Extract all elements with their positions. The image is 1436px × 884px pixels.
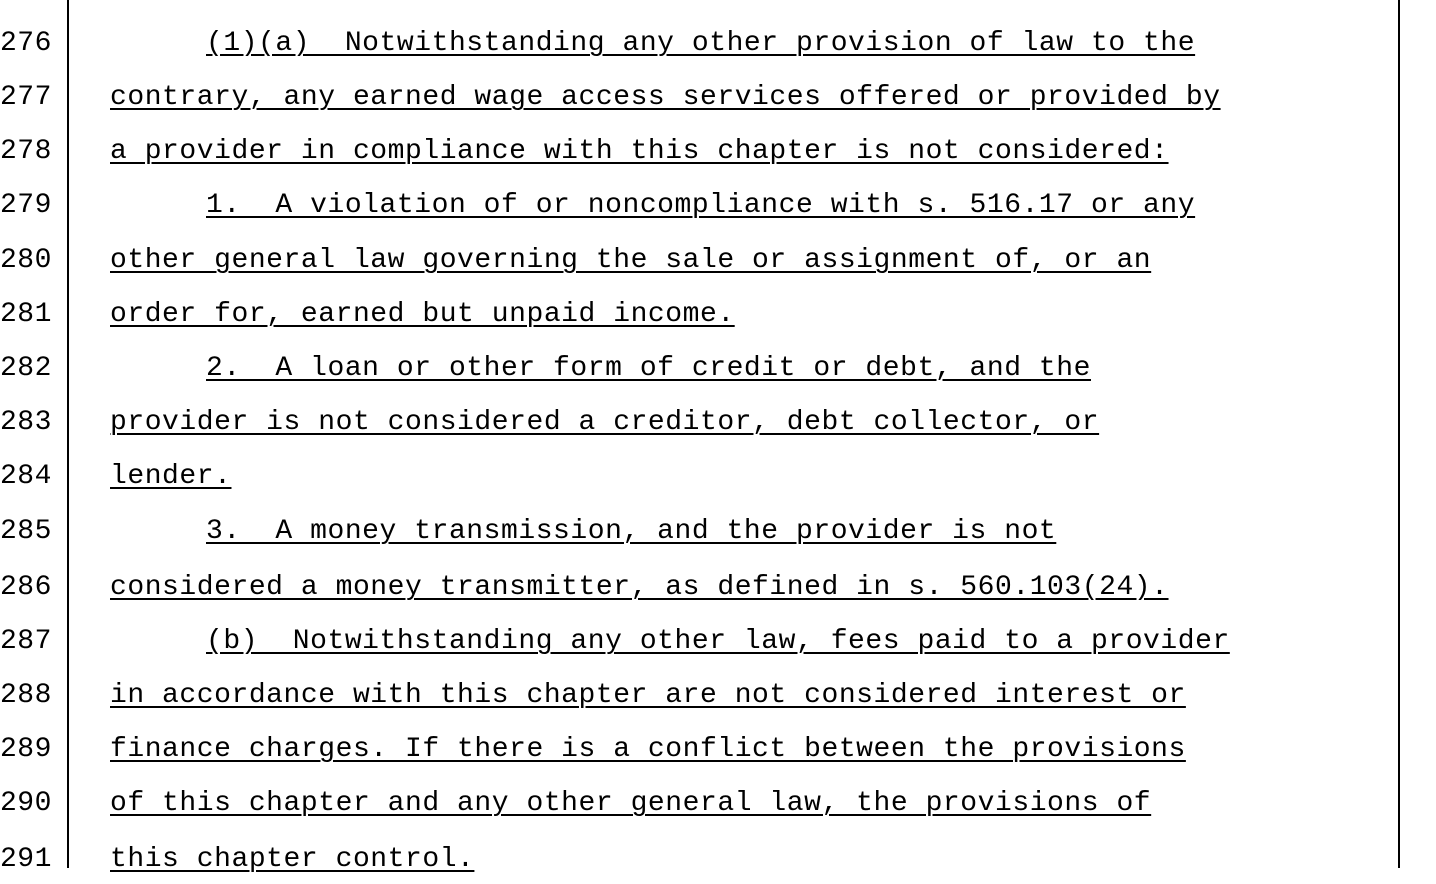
line-number: 287 xyxy=(0,626,52,657)
line-number: 285 xyxy=(0,516,52,547)
line-number: 276 xyxy=(0,28,52,59)
line-text: 2. A loan or other form of credit or debt, and the xyxy=(206,353,1091,384)
line-number: 279 xyxy=(0,190,52,221)
bill-line xyxy=(0,502,1436,556)
line-number: 277 xyxy=(0,82,52,113)
line-text: finance charges. If there is a conflict between the provisions xyxy=(110,734,1186,765)
bill-line xyxy=(0,447,1436,501)
line-text: lender. xyxy=(110,461,232,492)
line-text: order for, earned but unpaid income. xyxy=(110,299,735,330)
line-text: a provider in compliance with this chapter is not considered: xyxy=(110,136,1169,167)
bill-line xyxy=(0,720,1436,774)
line-text: of this chapter and any other general law, the provisions of xyxy=(110,788,1152,819)
bill-line xyxy=(0,339,1436,393)
bill-line xyxy=(0,830,1436,884)
line-number: 290 xyxy=(0,788,52,819)
line-text: 3. A money transmission, and the provider is not xyxy=(206,516,1057,547)
bill-line xyxy=(0,285,1436,339)
line-text: considered a money transmitter, as defined in s. 560.103(24). xyxy=(110,572,1169,603)
line-number: 281 xyxy=(0,299,52,330)
bill-line xyxy=(0,176,1436,230)
line-number: 283 xyxy=(0,407,52,438)
bill-line xyxy=(0,122,1436,176)
bill-line xyxy=(0,14,1436,68)
line-text: (b) Notwithstanding any other law, fees paid to a provider xyxy=(206,626,1230,657)
line-number: 282 xyxy=(0,353,52,384)
line-number: 286 xyxy=(0,572,52,603)
line-text: 1. A violation of or noncompliance with s. 516.17 or any xyxy=(206,190,1196,221)
line-text: contrary, any earned wage access services offered or provided by xyxy=(110,82,1221,113)
bill-line xyxy=(0,68,1436,122)
bill-line xyxy=(0,774,1436,828)
line-number: 278 xyxy=(0,136,52,167)
bill-line xyxy=(0,231,1436,285)
line-text: (1)(a) Notwithstanding any other provision of law to the xyxy=(206,28,1196,59)
line-text: other general law governing the sale or assignment of, or an xyxy=(110,245,1152,276)
bill-line xyxy=(0,612,1436,666)
bill-line xyxy=(0,393,1436,447)
line-text: this chapter control. xyxy=(110,844,475,875)
line-number: 284 xyxy=(0,461,52,492)
line-number: 288 xyxy=(0,680,52,711)
bill-line xyxy=(0,558,1436,612)
line-number: 280 xyxy=(0,245,52,276)
line-text: provider is not considered a creditor, debt collector, or xyxy=(110,407,1100,438)
line-text: in accordance with this chapter are not considered interest or xyxy=(110,680,1186,711)
line-number: 289 xyxy=(0,734,52,765)
bill-line xyxy=(0,666,1436,720)
line-number: 291 xyxy=(0,844,52,875)
